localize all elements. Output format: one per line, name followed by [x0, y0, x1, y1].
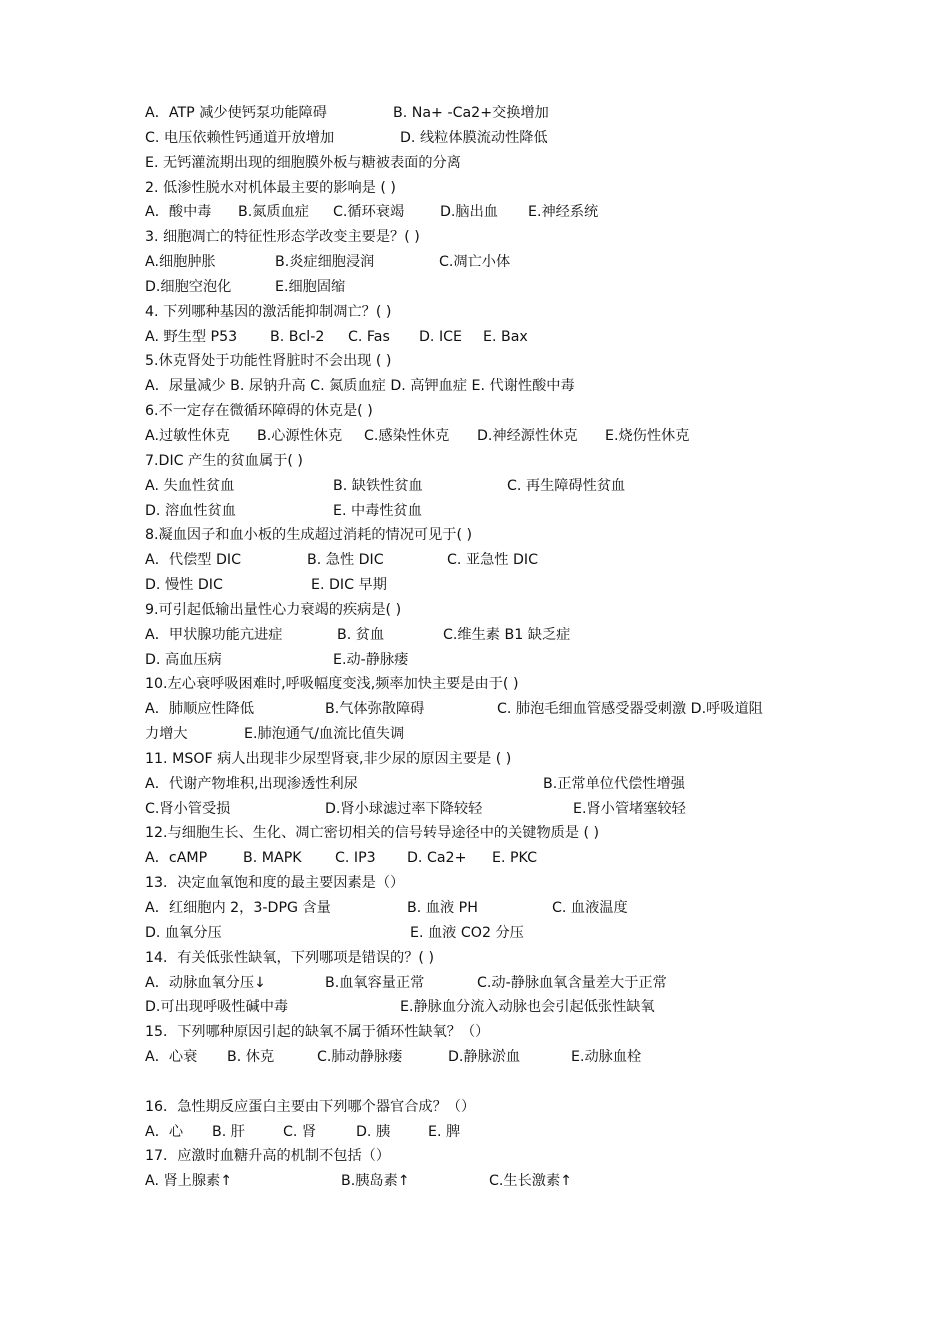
text-segment: C.动-静脉血氧含量差大于正常	[477, 974, 667, 991]
text-segment: D. 线粒体膜流动性降低	[400, 129, 548, 146]
text-line	[145, 1045, 825, 1070]
text-segment: C. 肺泡毛细血管感受器受刺激 D.呼吸道阻	[497, 701, 763, 718]
text-segment: D. ICE	[419, 328, 462, 345]
text-line	[145, 151, 825, 176]
text-line	[145, 349, 825, 374]
text-segment: E.肾小管堵塞较轻	[573, 800, 686, 817]
text-segment: D. 高血压病	[145, 651, 222, 668]
text-segment: B. MAPK	[243, 850, 302, 867]
text-line	[145, 250, 825, 275]
text-line	[145, 623, 825, 648]
text-segment: A．肺顺应性降低	[145, 701, 255, 718]
text-segment: C.凋亡小体	[439, 254, 511, 271]
text-line	[145, 449, 825, 474]
text-line	[145, 747, 825, 772]
text-segment: 6.不一定存在微循环障碍的休克是( )	[145, 403, 373, 420]
text-segment: A．代谢产物堆积,出现渗透性利尿	[145, 775, 358, 792]
text-segment: A. 肾上腺素↑	[145, 1173, 233, 1190]
text-line	[145, 871, 825, 896]
text-segment: 5.休克肾处于功能性肾脏时不会出现 ( )	[145, 353, 392, 370]
text-segment: 8.凝血因子和血小板的生成超过消耗的情况可见于( )	[145, 527, 473, 544]
text-line	[145, 499, 825, 524]
text-line	[145, 1070, 825, 1095]
text-line	[145, 821, 825, 846]
text-line	[145, 126, 825, 151]
text-segment: E. PKC	[492, 850, 537, 867]
text-line	[145, 772, 825, 797]
text-segment: D.静脉淤血	[448, 1049, 521, 1066]
text-segment: A.细胞肿胀	[145, 254, 216, 271]
text-segment: A.过敏性休克	[145, 427, 230, 444]
text-segment: A．cAMP	[145, 850, 208, 867]
text-segment: C. Fas	[348, 328, 390, 345]
text-segment: A．ATP 减少使钙泵功能障碍	[145, 105, 327, 121]
text-line	[145, 325, 825, 350]
text-segment: A．红细胞内 2，3-DPG 含量	[145, 900, 331, 916]
text-line	[145, 1095, 825, 1120]
text-segment: B. 急性 DIC	[307, 552, 384, 569]
text-segment: E. 中毒性贫血	[333, 502, 422, 519]
text-segment: C. 电压依赖性钙通道开放增加	[145, 129, 335, 146]
text-line	[145, 300, 825, 325]
text-line	[145, 374, 825, 399]
text-segment: A. 野生型 P53	[145, 328, 238, 345]
text-segment: 14．有关低张性缺氧，下列哪项是错误的？( )	[145, 949, 435, 966]
text-segment: B.气体弥散障碍	[325, 701, 425, 718]
text-segment: E. DIC 早期	[311, 577, 387, 594]
text-segment: E.烧伤性休克	[605, 427, 690, 444]
text-segment: 9.可引起低输出量性心力衰竭的疾病是( )	[145, 601, 402, 618]
text-segment: A．代偿型 DIC	[145, 552, 241, 569]
text-line	[145, 1020, 825, 1045]
text-segment: B. 肝	[212, 1123, 245, 1140]
text-segment: E. 脾	[428, 1123, 461, 1140]
text-segment: C.肺动静脉瘘	[317, 1049, 403, 1066]
text-segment: B.氮质血症	[238, 204, 309, 221]
text-segment: 7.DIC 产生的贫血属于( )	[145, 452, 303, 469]
text-line	[145, 573, 825, 598]
text-segment: 10.左心衰呼吸困难时,呼吸幅度变浅,频率加快主要是由于( )	[145, 676, 519, 693]
text-segment: C. 血液温度	[552, 900, 628, 916]
text-segment: E.神经系统	[528, 204, 599, 221]
text-segment: C. IP3	[335, 850, 376, 867]
text-segment: E.静脉血分流入动脉也会引起低张性缺氧	[400, 999, 655, 1016]
text-segment: A．心	[145, 1123, 184, 1140]
text-segment: E. 无钙灌流期出现的细胞膜外板与糖被表面的分离	[145, 154, 461, 171]
text-segment: C. 亚急性 DIC	[447, 552, 539, 569]
text-segment: B. Bcl-2	[270, 328, 325, 345]
text-segment: B.血氧容量正常	[325, 974, 425, 991]
text-line	[145, 697, 825, 722]
text-line	[145, 921, 825, 946]
text-line	[145, 275, 825, 300]
text-segment: C. 再生障碍性贫血	[507, 477, 626, 494]
text-segment: 15．下列哪种原因引起的缺氧不属于循环性缺氧？（）	[145, 1024, 490, 1041]
text-segment: A．甲状腺功能亢进症	[145, 626, 283, 643]
text-line	[145, 722, 825, 747]
text-segment: C.感染性休克	[364, 427, 450, 444]
text-segment: D. 溶血性贫血	[145, 502, 236, 519]
text-line	[145, 946, 825, 971]
text-segment: D.神经源性休克	[477, 427, 578, 444]
text-line	[145, 672, 825, 697]
text-segment: E. 血液 CO2 分压	[410, 924, 524, 941]
text-line	[145, 1144, 825, 1169]
text-line	[145, 896, 825, 921]
text-line	[145, 474, 825, 499]
text-segment: E. Bax	[483, 328, 528, 345]
text-segment: D. Ca2+	[407, 850, 467, 867]
text-segment: B.胰岛素↑	[341, 1173, 410, 1190]
text-segment: C.生长激素↑	[489, 1173, 573, 1190]
text-segment: B. Na+ -Ca2+交换增加	[393, 105, 549, 121]
text-segment: D.可出现呼吸性碱中毒	[145, 999, 289, 1016]
text-segment: 4. 下列哪种基因的激活能抑制凋亡？( )	[145, 303, 392, 320]
text-segment: C.维生素 B1 缺乏症	[443, 626, 571, 643]
text-line	[145, 648, 825, 673]
text-segment: C.肾小管受损	[145, 800, 231, 817]
text-segment: A．酸中毒	[145, 204, 212, 221]
text-line	[145, 1120, 825, 1145]
text-segment: C. 肾	[283, 1123, 317, 1140]
text-segment: D. 胰	[356, 1123, 391, 1140]
text-segment: A．心衰	[145, 1049, 198, 1066]
text-line	[145, 200, 825, 225]
text-segment: 16．急性期反应蛋白主要由下列哪个器官合成？（）	[145, 1098, 476, 1115]
text-segment: 2. 低渗性脱水对机体最主要的影响是 ( )	[145, 179, 396, 196]
text-segment: A. 失血性贫血	[145, 477, 235, 494]
text-segment: B. 贫血	[337, 626, 385, 643]
text-segment: B. 休克	[227, 1049, 275, 1066]
text-line	[145, 399, 825, 424]
text-line	[145, 225, 825, 250]
text-segment: 12.与细胞生长、生化、凋亡密切相关的信号转导途径中的关键物质是 ( )	[145, 825, 600, 842]
text-segment: 17．应激时血糖升高的机制不包括（）	[145, 1148, 391, 1165]
text-segment: D.肾小球滤过率下降较轻	[325, 800, 483, 817]
text-segment: 11. MSOF 病人出现非少尿型肾衰,非少尿的原因主要是 ( )	[145, 750, 512, 767]
text-segment: D.细胞空泡化	[145, 278, 232, 295]
text-segment: 13．决定血氧饱和度的最主要因素是（）	[145, 875, 405, 892]
text-segment: B.正常单位代偿性增强	[543, 775, 685, 792]
text-segment: D. 慢性 DIC	[145, 577, 223, 594]
text-segment: E.动-静脉瘘	[333, 651, 409, 668]
text-line	[145, 424, 825, 449]
text-line	[145, 548, 825, 573]
text-segment: E.细胞固缩	[275, 278, 346, 295]
text-segment: A．尿量减少 B. 尿钠升高 C. 氮质血症 D. 高钾血症 E. 代谢性酸中毒	[145, 378, 575, 395]
text-segment: E.动脉血栓	[571, 1049, 642, 1066]
text-segment: E.肺泡通气/血流比值失调	[244, 726, 405, 743]
text-line	[145, 797, 825, 822]
text-segment: A．动脉血氧分压↓	[145, 974, 266, 991]
text-segment: B. 血液 PH	[407, 900, 478, 916]
text-line	[145, 598, 825, 623]
text-line	[145, 176, 825, 201]
text-segment: D.脑出血	[440, 204, 498, 221]
text-segment: B. 缺铁性贫血	[333, 477, 423, 494]
text-segment: 3. 细胞凋亡的特征性形态学改变主要是？( )	[145, 229, 420, 246]
text-line	[145, 995, 825, 1020]
text-line	[145, 101, 825, 126]
text-line	[145, 846, 825, 871]
text-segment: 力增大	[145, 726, 188, 743]
text-segment: C.循环衰竭	[333, 204, 405, 221]
text-segment: B.炎症细胞浸润	[275, 254, 375, 271]
text-segment: B.心源性休克	[257, 427, 343, 444]
text-line	[145, 523, 825, 548]
text-segment: D. 血氧分压	[145, 924, 222, 941]
text-line	[145, 1169, 825, 1194]
question-list	[145, 101, 825, 1194]
text-line	[145, 971, 825, 996]
